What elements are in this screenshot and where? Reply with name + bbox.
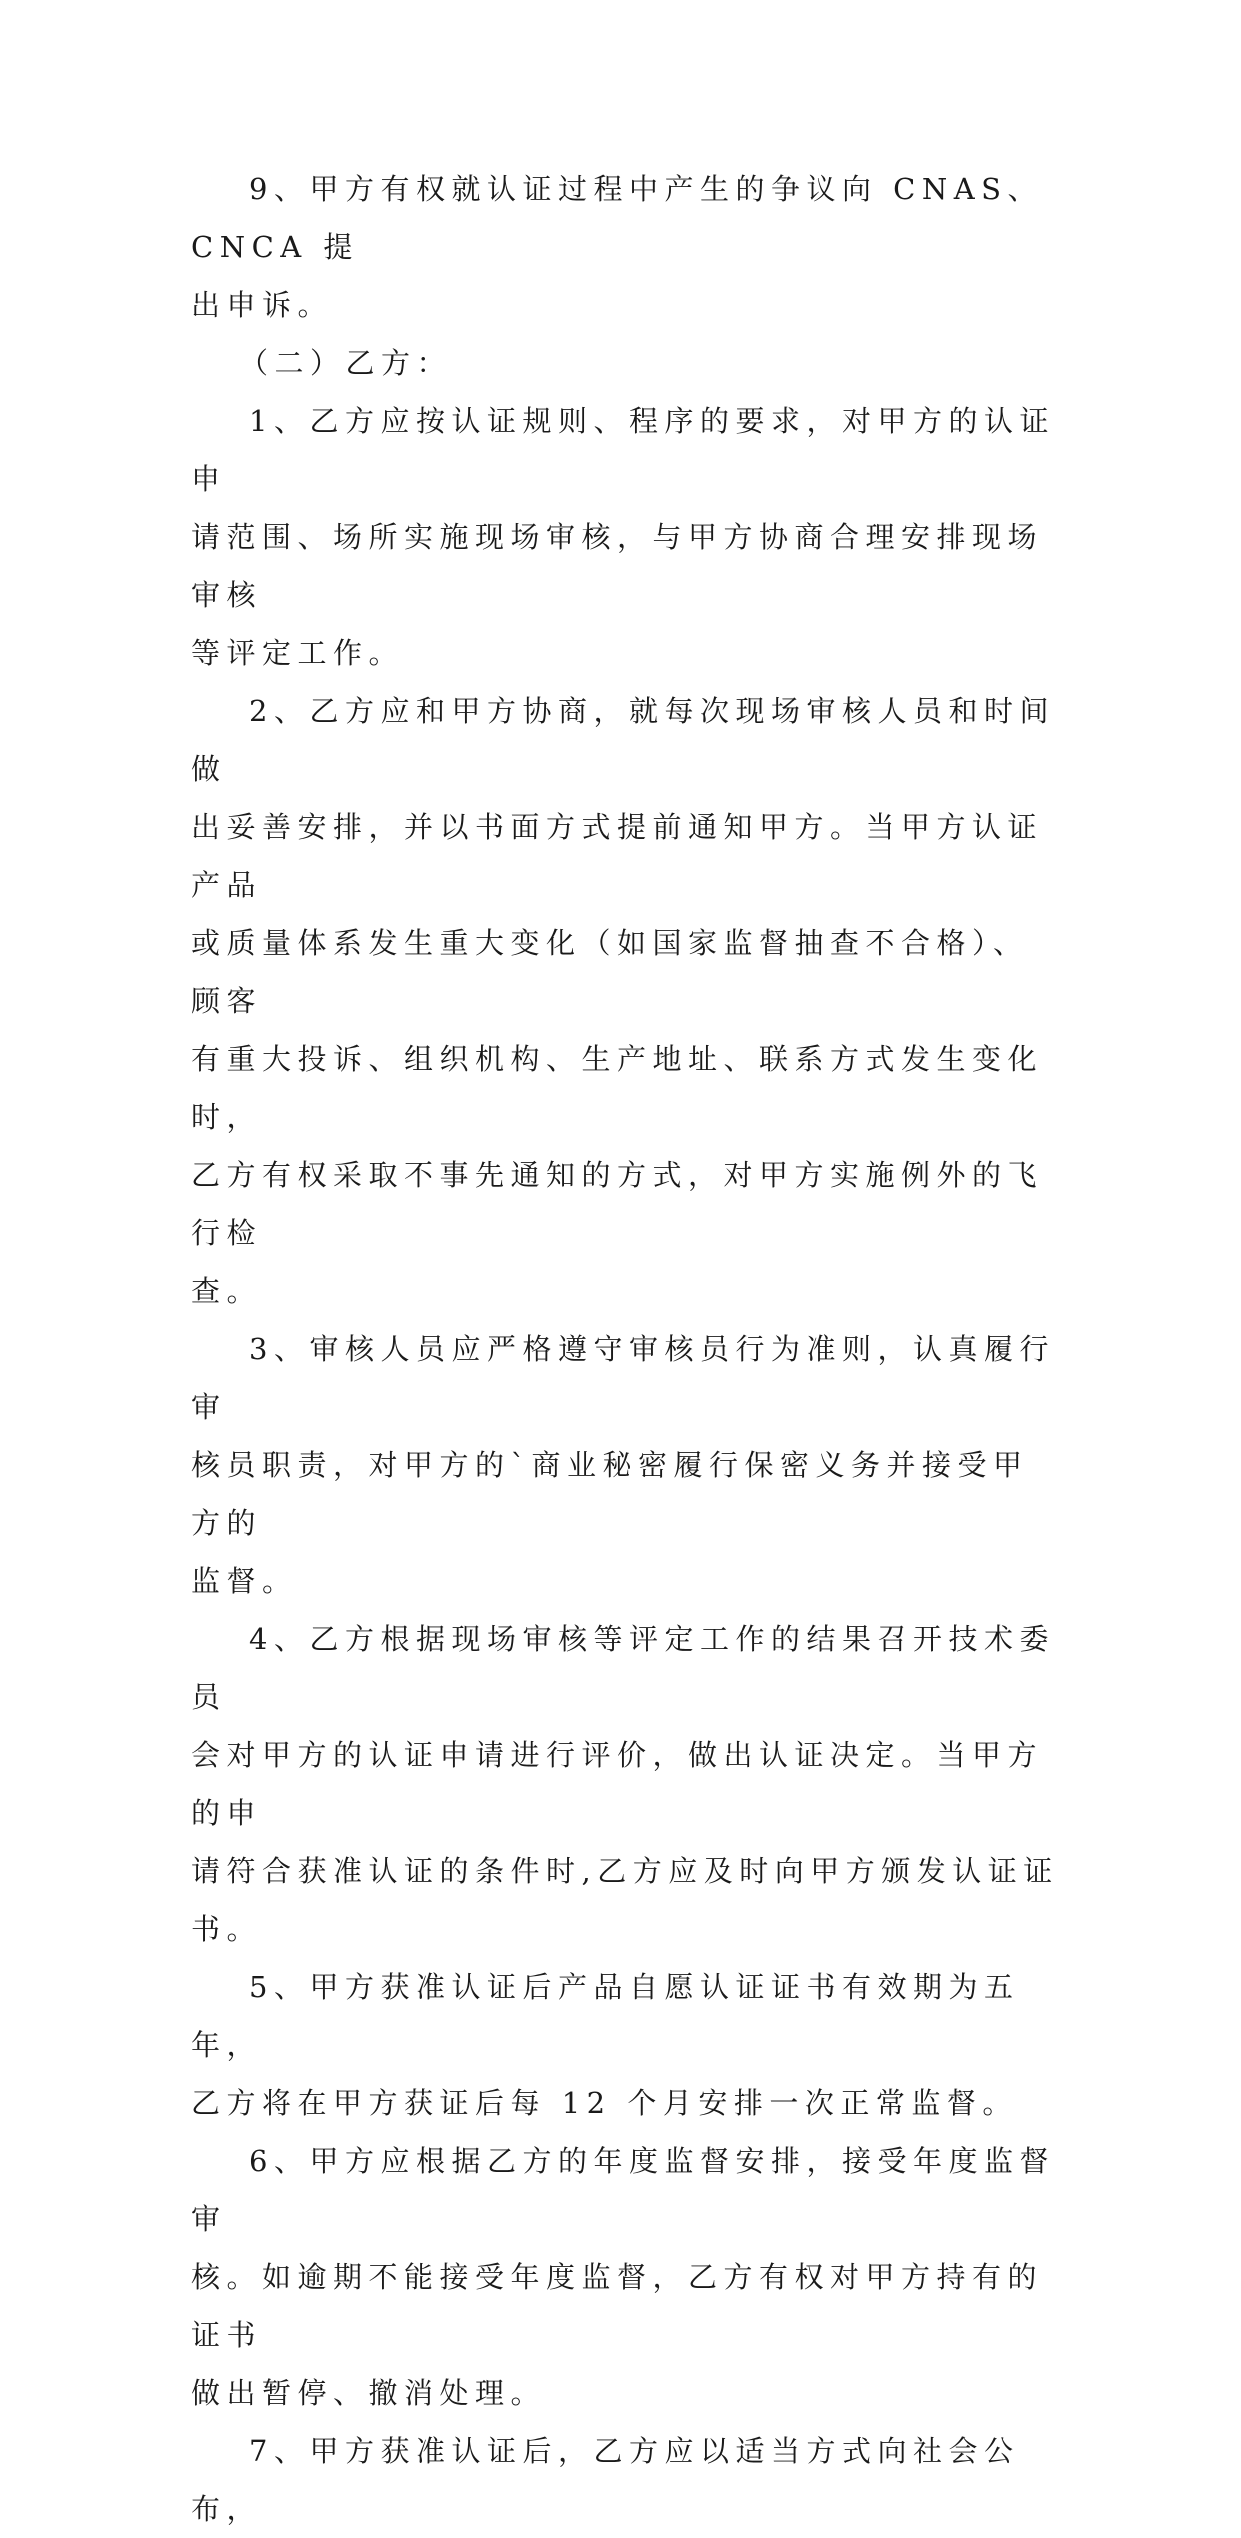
text-line: 查。 bbox=[191, 1274, 263, 1308]
text-line: 2、乙方应和甲方协商，就每次现场审核人员和时间做 bbox=[191, 694, 1055, 786]
text-line: 请符合获准认证的条件时,乙方应及时向甲方颁发认证证书。 bbox=[191, 1854, 1059, 1946]
text-line: 等评定工作。 bbox=[191, 636, 405, 670]
text-line: 出妥善安排，并以书面方式提前通知甲方。当甲方认证产品 bbox=[191, 810, 1044, 902]
text-line: （二）乙方： bbox=[239, 346, 453, 380]
text-line: 乙方有权采取不事先通知的方式，对甲方实施例外的飞行检 bbox=[191, 1158, 1044, 1250]
text-line: 乙方将在甲方获证后每 12 个月安排一次正常监督。 bbox=[191, 2086, 1018, 2120]
text-line: 7、甲方获准认证后，乙方应以适当方式向社会公布， bbox=[191, 2434, 1020, 2526]
text-line: 有重大投诉、组织机构、生产地址、联系方式发生变化时， bbox=[191, 1042, 1044, 1134]
text-line: 6、甲方应根据乙方的年度监督安排，接受年度监督审 bbox=[191, 2144, 1055, 2236]
text-line: 9、甲方有权就认证过程中产生的争议向 CNAS、CNCA 提 bbox=[191, 172, 1044, 264]
text-line: 核。如逾期不能接受年度监督，乙方有权对甲方持有的证书 bbox=[191, 2260, 1044, 2352]
text-line: 3、审核人员应严格遵守审核员行为准则，认真履行审 bbox=[191, 1332, 1055, 1424]
document-body bbox=[191, 160, 1061, 2538]
text-line: 请范围、场所实施现场审核，与甲方协商合理安排现场审核 bbox=[191, 520, 1044, 612]
text-line: 核员职责，对甲方的`商业秘密履行保密义务并接受甲方的 bbox=[191, 1448, 1029, 1540]
text-line: 5、甲方获准认证后产品自愿认证证书有效期为五年， bbox=[191, 1970, 1020, 2062]
text-line: 或质量体系发生重大变化（如国家监督抽查不合格）、顾客 bbox=[191, 926, 1029, 1018]
text-line: 会对甲方的认证申请进行评价，做出认证决定。当甲方的申 bbox=[191, 1738, 1044, 1830]
text-line: 做出暂停、撤消处理。 bbox=[191, 2376, 547, 2410]
text-line: 1、乙方应按认证规则、程序的要求，对甲方的认证申 bbox=[191, 404, 1055, 496]
text-line: 出申诉。 bbox=[191, 288, 334, 322]
text-line: 4、乙方根据现场审核等评定工作的结果召开技术委员 bbox=[191, 1622, 1055, 1714]
text-line: 监督。 bbox=[191, 1564, 298, 1598]
